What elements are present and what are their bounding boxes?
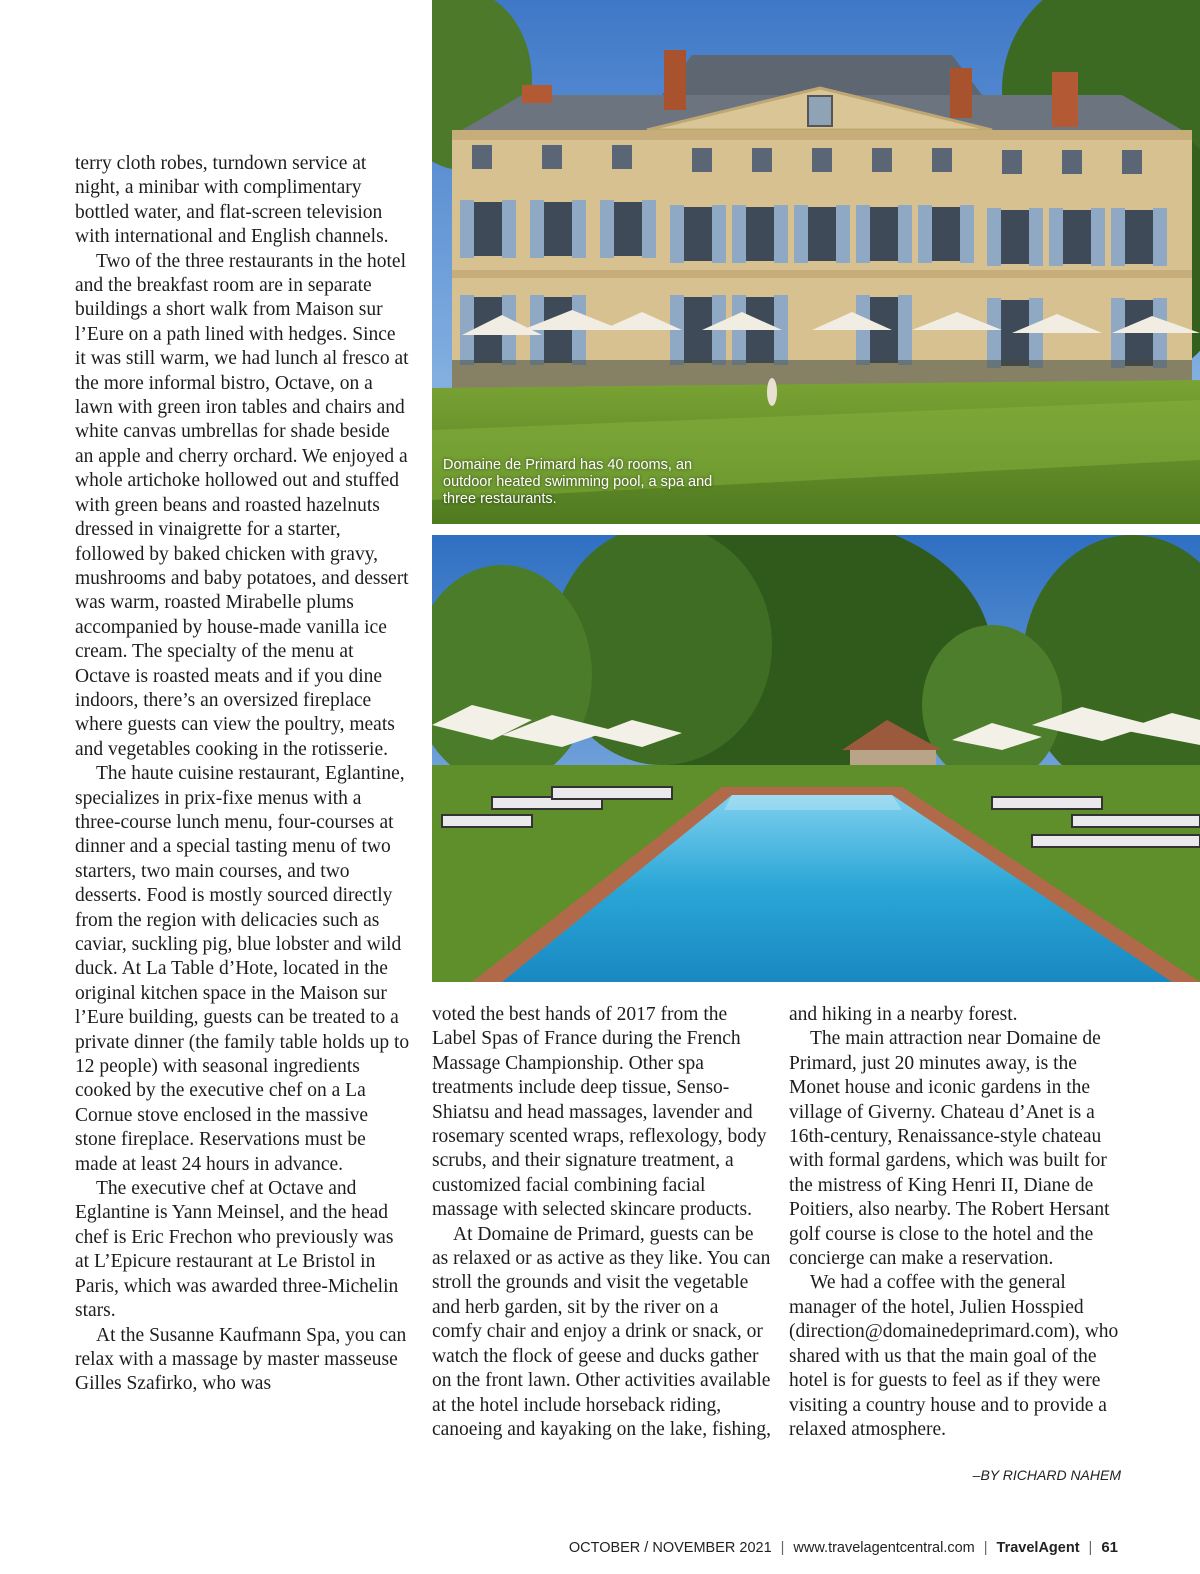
paragraph: voted the best hands of 2017 from the Label Spas of France during the French Massage Championship. Other spa treatments include deep tissue, Senso-Shiatsu and head massages, lavender and rosemary scented wraps, reflexology, body scrubs, and their signature treatment, a customized facial combining facial massage with selected skincare products. xyxy=(432,1004,767,1221)
article-column-2 xyxy=(432,1003,772,1442)
magazine-brand: TravelAgent xyxy=(996,1540,1080,1556)
website-url: www.travelagentcentral.com xyxy=(793,1540,975,1556)
paragraph: terry cloth robes, turndown service at night, a minibar with complimentary bottled water, and flat-screen television with international and English channels. xyxy=(75,153,389,248)
page-footer xyxy=(569,1539,1118,1556)
article-column-1 xyxy=(75,152,411,1397)
author-byline: –BY RICHARD NAHEM xyxy=(972,1467,1121,1483)
footer-separator: | xyxy=(983,1540,988,1556)
chateau-photo xyxy=(432,0,1200,524)
chateau-illustration xyxy=(432,0,1200,524)
paragraph: The executive chef at Octave and Eglantine is Yann Meinsel, and the head chef is Eric Frechon who previously was at L’Epicure restaurant at Le Bristol in Paris, which was awarded three-Michelin stars. xyxy=(75,1178,399,1322)
footer-separator: | xyxy=(780,1540,785,1556)
pool-photo xyxy=(432,535,1200,982)
page-number: 61 xyxy=(1101,1539,1118,1556)
paragraph: At Domaine de Primard, guests can be as relaxed or as active as they like. You can stroll the grounds and visit the vegetable and herb garden, sit by the river on a comfy chair and enjoy a drink or snack, or watch the flock of geese and ducks gather on the front lawn. Other activities available at the hotel include horseback riding, canoeing and kayaking on the lake, fishing, xyxy=(432,1223,771,1440)
photo-caption: Domaine de Primard has 40 rooms, an outdoor heated swimming pool, a spa and three restaurants. xyxy=(443,457,713,507)
paragraph: We had a coffee with the general manager of the hotel, Julien Hosspied (direction@domainedeprimard.com), who shared with us that the main goal of the hotel is for guests to feel as if they were visiting a country house and to provide a relaxed atmosphere. xyxy=(789,1272,1119,1440)
footer-separator: | xyxy=(1088,1540,1093,1556)
paragraph: The haute cuisine restaurant, Eglantine, specializes in prix-fixe menus with a three-course lunch menu, four-courses at dinner and a special tasting menu of two starters, two main courses, and two desserts. Food is mostly sourced directly from the region with delicacies such as caviar, suckling pig, blue lobster and wild duck. At La Table d’Hote, located in the original kitchen space in the Maison sur l’Eure building, guests can be treated to a private dinner (the family table holds up to 12 people) with seasonal ingredients cooked by the executive chef on a La Cornue stove enclosed in the massive stone fireplace. Reservations must be made at least 24 hours in advance. xyxy=(75,763,410,1175)
paragraph: At the Susanne Kaufmann Spa, you can relax with a massage by master masseuse Gilles Szafirko, who was xyxy=(75,1324,407,1395)
paragraph: The main attraction near Domaine de Primard, just 20 minutes away, is the Monet house and iconic gardens in the village of Giverny. Chateau d’Anet is a 16th-century, Renaissance-style chateau with formal gardens, which was built for the mistress of King Henri II, Diane de Poitiers, also nearby. The Robert Hersant golf course is close to the hotel and the concierge can make a reservation. xyxy=(789,1028,1110,1270)
paragraph: and hiking in a nearby forest. xyxy=(789,1004,1018,1025)
paragraph: Two of the three restaurants in the hotel and the breakfast room are in separate buildings a short walk from Maison sur l’Eure on a path lined with hedges. Since it was still warm, we had lunch al fresco at the more informal bistro, Octave, on a lawn with green iron tables and chairs and white canvas umbrellas for shade beside an apple and cherry orchard. We enjoyed a whole artichoke hollowed out and stuffed with green beans and roasted hazelnuts dressed in vinaigrette for a starter, followed by baked chicken with gravy, mushrooms and baby potatoes, and dessert was warm, roasted Mirabelle plums accompanied by house-made vanilla ice cream. The specialty of the menu at Octave is roasted meats and if you dine indoors, there’s an oversized fireplace where guests can view the poultry, meats and vegetables cooking in the rotisserie. xyxy=(75,250,409,760)
pool-illustration xyxy=(432,535,1200,982)
issue-date: OCTOBER / NOVEMBER 2021 xyxy=(568,1540,772,1556)
article-column-3 xyxy=(789,1003,1129,1442)
